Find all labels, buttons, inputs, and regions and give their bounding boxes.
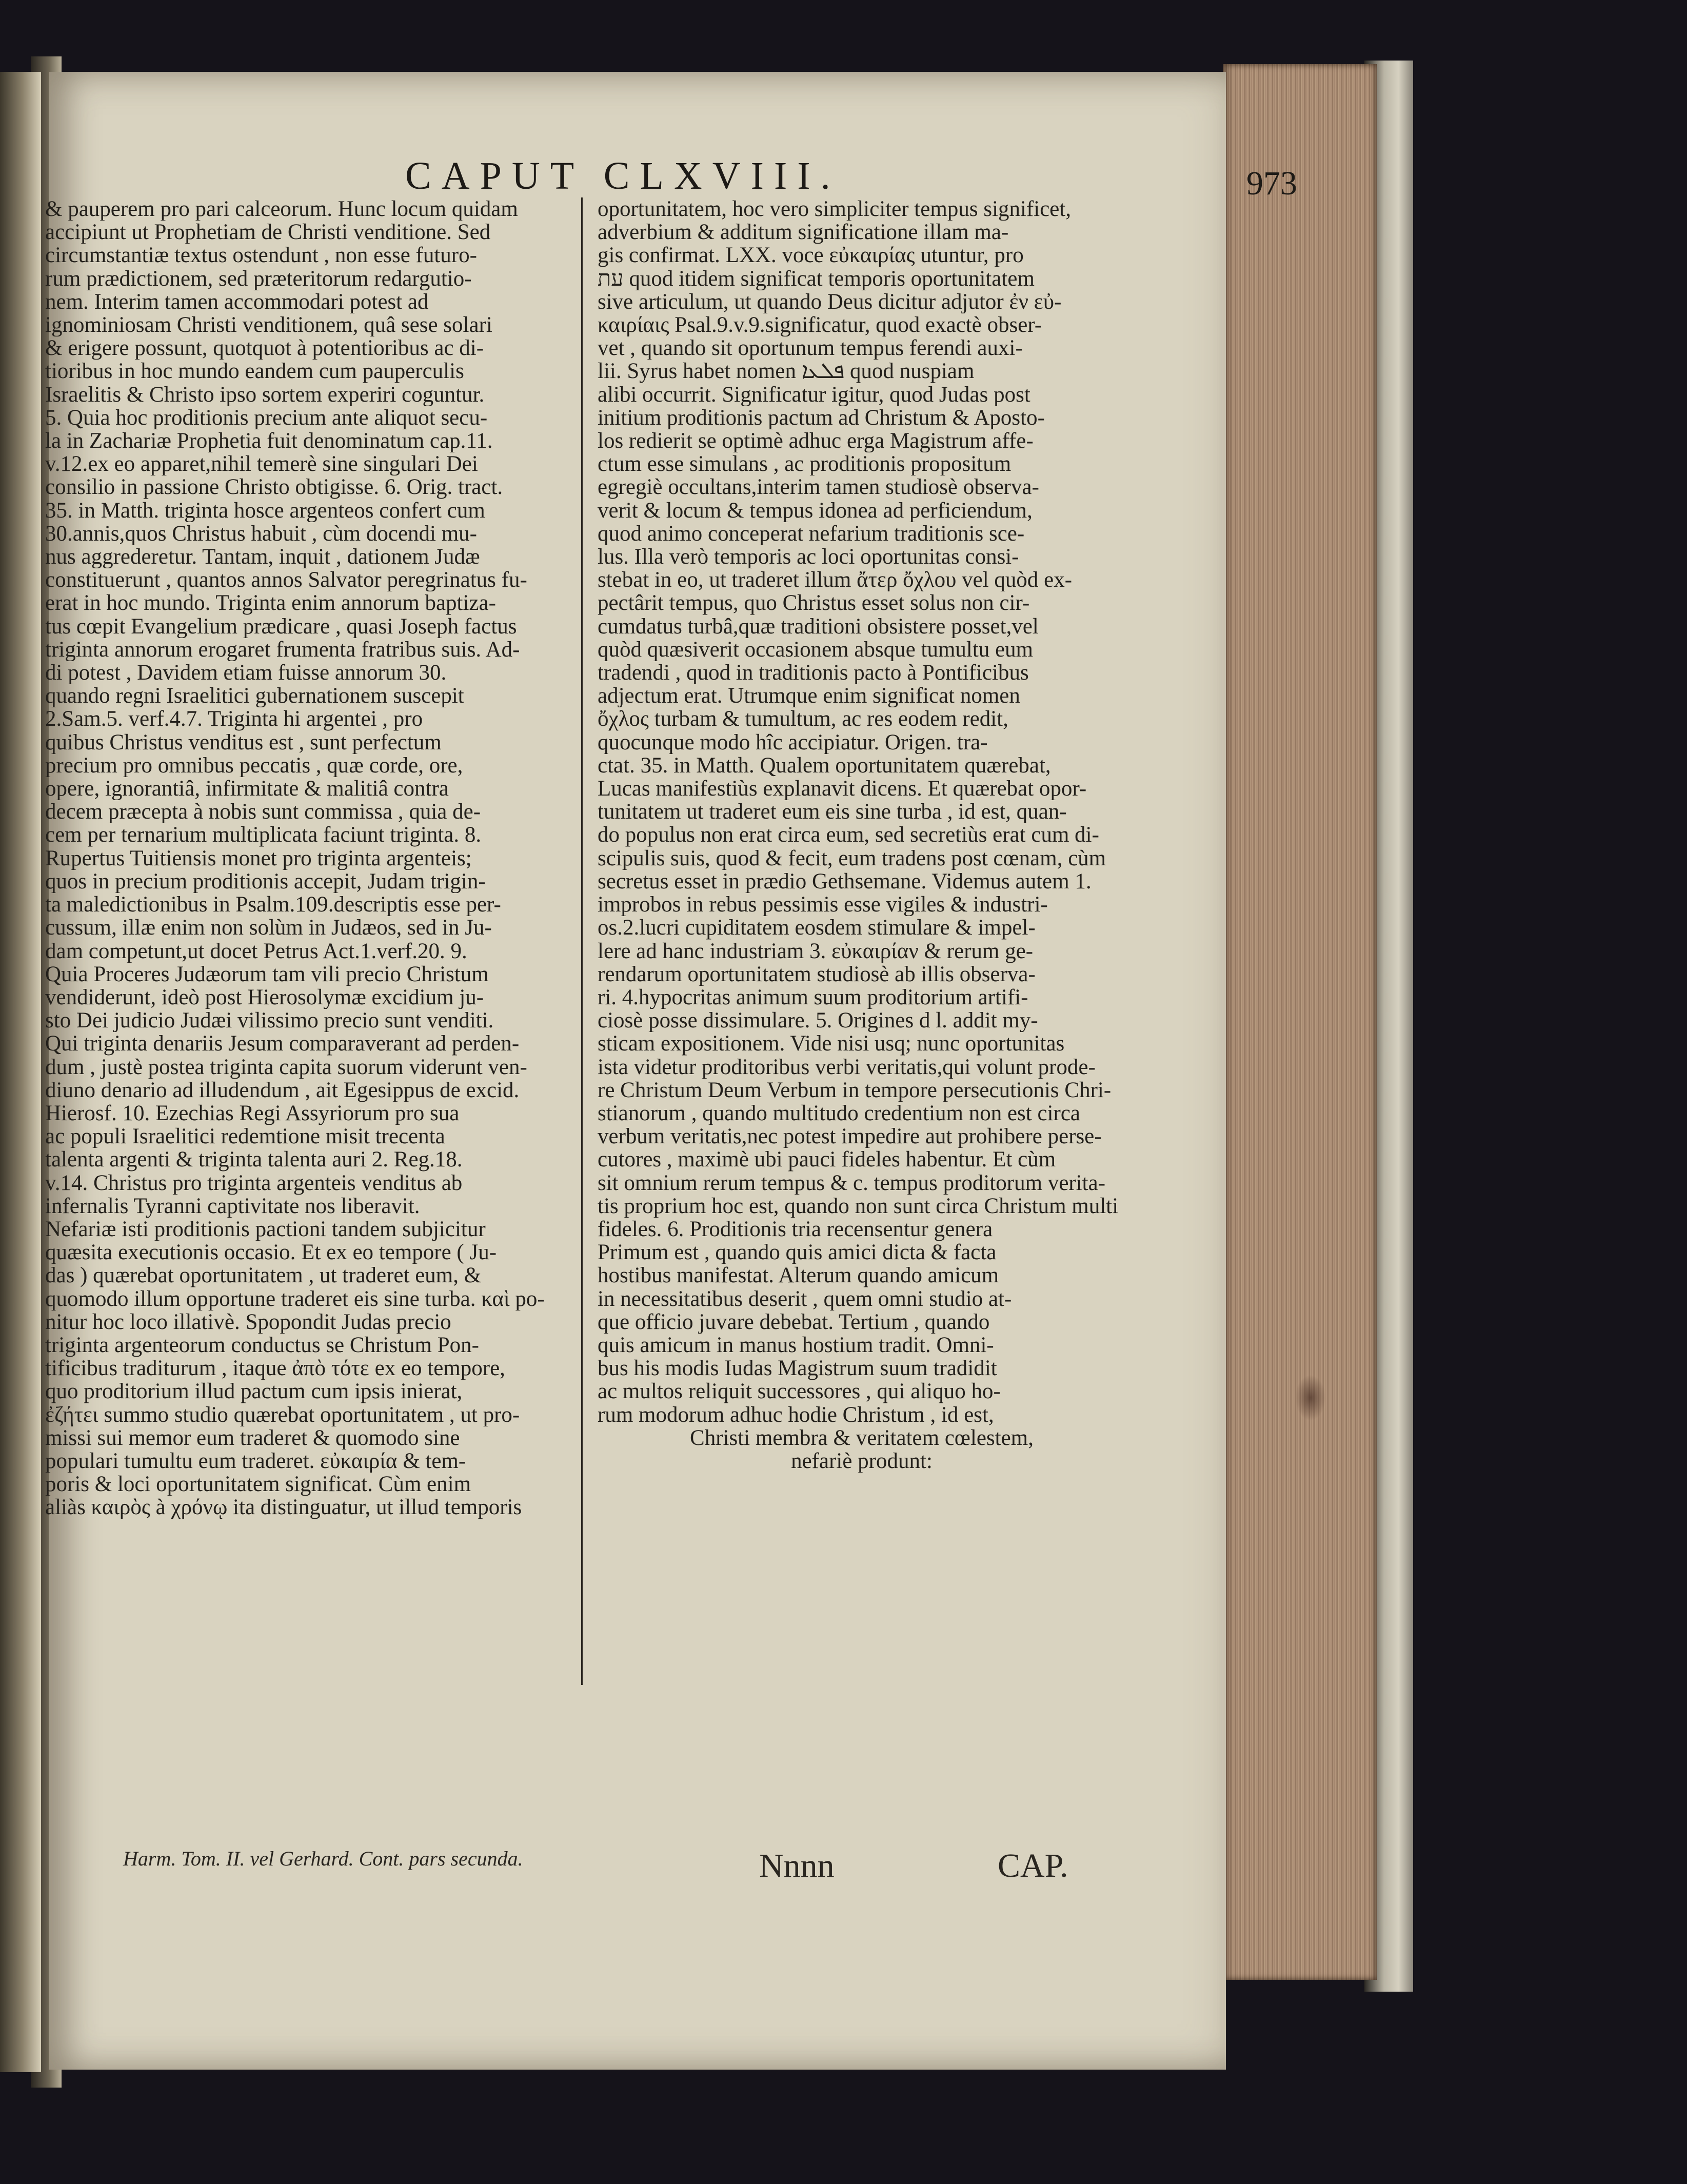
- running-head: CAPUT CLXVIII.: [405, 154, 841, 197]
- text-line: das ) quærebat oportunitatem , ut traderet eum, &: [45, 1264, 482, 1287]
- text-line: opere, ignorantiâ, infirmitate & malitiâ contra: [45, 777, 449, 801]
- text-line: nem. Interim tamen accommodari potest ad: [45, 290, 429, 314]
- text-line: vendiderunt, ideò post Hierosolymæ excidium ju-: [45, 985, 484, 1009]
- text-line: & erigere possunt, quotquot à potentioribus ac di-: [45, 336, 484, 360]
- text-line: aliàs καιρὸς à χρόνῳ ita distinguatur, ut illud temporis: [45, 1496, 522, 1519]
- text-line: initium proditionis pactum ad Christum & Aposto-: [598, 406, 1045, 430]
- text-line: que officio juvare debebat. Tertium , quando: [598, 1310, 990, 1334]
- text-line: accipiunt ut Prophetiam de Christi venditione. Sed: [45, 221, 491, 244]
- text-line: constituerunt , quantos annos Salvator peregrinatus fu-: [45, 568, 527, 592]
- text-line: rendarum oportunitatem studiosè ab illis observa-: [598, 962, 1036, 986]
- text-line: tioribus in hoc mundo eandem cum pauperculis: [45, 360, 464, 383]
- text-line: ignominiosam Christi venditionem, quâ sese solari: [45, 313, 492, 337]
- text-line: tradendi , quod in traditionis pacto à Pontificibus: [598, 661, 1029, 685]
- text-line: triginta annorum erogaret frumenta fratribus suis. Ad-: [45, 638, 520, 662]
- text-line: ὄχλος turbam & tumultum, ac res eodem redit,: [598, 707, 1008, 731]
- text-line: Primum est , quando quis amici dicta & facta: [598, 1241, 997, 1264]
- text-line: triginta argenteorum conductus se Christum Pon-: [45, 1333, 479, 1357]
- text-line: re Christum Deum Verbum in tempore persecutionis Chri-: [598, 1078, 1112, 1102]
- text-line: Nefariæ isti proditionis pactioni tandem subjicitur: [45, 1217, 486, 1241]
- text-line: Lucas manifestiùs explanavit dicens. Et quærebat opor-: [598, 777, 1087, 801]
- text-line: quo proditorium illud pactum cum ipsis inierat,: [45, 1380, 463, 1403]
- text-line: ri. 4.hypocritas animum suum proditorium artifi-: [598, 985, 1028, 1009]
- text-line: cem per ternarium multiplicata faciunt triginta. 8.: [45, 823, 482, 847]
- text-line: quocunque modo hîc accipiatur. Origen. tra-: [598, 730, 988, 754]
- text-line: erat in hoc mundo. Triginta enim annorum baptiza-: [45, 591, 496, 615]
- text-line: stianorum , quando multitudo credentium non est circa: [598, 1101, 1081, 1125]
- page-stain: [1295, 1375, 1326, 1421]
- text-line: v.14. Christus pro triginta argenteis venditus ab: [45, 1171, 463, 1195]
- text-line: secretus esset in prædio Gethsemane. Videmus autem 1.: [598, 869, 1091, 894]
- text-line: ctat. 35. in Matth. Qualem oportunitatem quærebat,: [598, 753, 1051, 778]
- text-line: & pauperem pro pari calceorum. Hunc locum quidam: [45, 197, 518, 221]
- text-line: lus. Illa verò temporis ac loci oportunitas consi-: [598, 545, 1019, 569]
- text-line: cutores , maximè ubi pauci fideles habentur. Et cùm: [598, 1148, 1056, 1172]
- text-line: 2.Sam.5. verf.4.7. Triginta hi argentei , pro: [45, 707, 423, 731]
- text-line: scipulis suis, quod & fecit, eum tradens post cœnam, cùm: [598, 846, 1106, 870]
- text-line: quomodo illum opportune traderet eis sine turba. καὶ po-: [45, 1287, 545, 1311]
- text-line: sto Dei judicio Judæi vilissimo precio sunt venditi.: [45, 1009, 494, 1033]
- page-block-edge: [1223, 64, 1377, 1980]
- text-line: Christi membra & veritatem cœlestem,: [690, 1426, 1034, 1450]
- text-line: improbos in rebus pessimis esse vigiles & industri-: [598, 893, 1048, 917]
- text-line: hostibus manifestat. Alterum quando amicum: [598, 1264, 999, 1287]
- text-line: egregiè occultans,interim tamen studiosè observa-: [598, 475, 1039, 499]
- text-line: verbum veritatis,nec potest impedire aut prohibere perse-: [598, 1125, 1102, 1148]
- text-line: gis confirmat. LXX. voce εὐκαιρίας utuntur, pro: [598, 244, 1024, 267]
- text-line: καιρίαις Psal.9.v.9.significatur, quod exactè obser-: [598, 313, 1042, 337]
- text-line: v.12.ex eo apparet,nihil temerè sine singulari Dei: [45, 452, 478, 476]
- text-line: nefariè produnt:: [791, 1449, 932, 1473]
- text-line: decem præcepta à nobis sunt commissa , quia de-: [45, 800, 481, 824]
- text-line: rum modorum adhuc hodie Christum , id est,: [598, 1403, 994, 1426]
- text-line: quòd quæsiverit occasionem absque tumultu eum: [598, 638, 1034, 662]
- text-line: quos in precium proditionis accepit, Judam trigin-: [45, 869, 486, 894]
- text-line: fideles. 6. Proditionis tria recensentur genera: [598, 1217, 993, 1241]
- text-line: tificibus traditurum , itaque ἀπὸ τότε ex eo tempore,: [45, 1357, 505, 1380]
- text-line: ac populi Israelitici redemtione misit trecenta: [45, 1125, 445, 1148]
- text-line: Rupertus Tuitiensis monet pro triginta argenteis;: [45, 846, 472, 870]
- text-line: 5. Quia hoc proditionis precium ante aliquot secu-: [45, 406, 488, 430]
- text-line: Quia Proceres Judæorum tam vili precio Christum: [45, 962, 489, 986]
- text-line: ac multos reliquit successores , qui aliquo ho-: [598, 1380, 1001, 1403]
- text-line: dum , justè postea triginta capita suorum viderunt ven-: [45, 1055, 527, 1079]
- text-line: nus aggrederetur. Tantam, inquit , dationem Judæ: [45, 545, 480, 569]
- text-line: ciosè posse dissimulare. 5. Origines d l. addit my-: [598, 1009, 1038, 1033]
- text-line: cussum, illæ enim non solùm in Judæos, sed in Ju-: [45, 916, 492, 940]
- page-number: 973: [1246, 165, 1297, 202]
- text-line: adjectum erat. Utrumque enim significat nomen: [598, 684, 1020, 708]
- text-line: quæsita executionis occasio. Et ex eo tempore ( Ju-: [45, 1241, 497, 1264]
- text-line: cumdatus turbâ,quæ traditioni obsistere posset,vel: [598, 614, 1039, 638]
- text-line: populari tumultu eum traderet. εὐκαιρία & tem-: [45, 1449, 466, 1473]
- text-line: rum prædictionem, sed præteritorum redargutio-: [45, 267, 472, 290]
- text-line: precium pro omnibus peccatis , quæ corde, ore,: [45, 753, 463, 778]
- left-text-column: [45, 197, 568, 1519]
- text-line: do populus non erat circa eum, sed secretiùs erat cum di-: [598, 823, 1099, 847]
- right-text-column: [598, 197, 1126, 1473]
- text-line: sive articulum, ut quando Deus dicitur adjutor ἐν εὐ-: [598, 290, 1062, 314]
- text-line: infernalis Tyranni captivitate nos liberavit.: [45, 1194, 420, 1218]
- text-line: dam competunt,ut docet Petrus Act.1.verf.20. 9.: [45, 939, 467, 963]
- text-line: la in Zachariæ Prophetia fuit denominatum cap.11.: [45, 429, 493, 453]
- text-line: in necessitatibus deserit , quem omni studio at-: [598, 1287, 1012, 1311]
- text-line: ista videtur proditoribus verbi veritatis,qui volunt prode-: [598, 1055, 1096, 1079]
- text-line: tus cœpit Evangelium prædicare , quasi Joseph factus: [45, 614, 517, 638]
- text-line: ctum esse simulans , ac proditionis propositum: [598, 452, 1011, 476]
- text-line: poris & loci oportunitatem significat. Cùm enim: [45, 1473, 471, 1496]
- text-line: oportunitatem, hoc vero simpliciter tempus significet,: [598, 197, 1071, 221]
- text-line: missi sui memor eum traderet & quomodo sine: [45, 1426, 460, 1450]
- facing-page-edge: [0, 72, 41, 2072]
- text-line: los redierit se optimè adhuc erga Magistrum affe-: [598, 429, 1034, 453]
- text-line: circumstantiæ textus ostendunt , non esse futuro-: [45, 244, 477, 267]
- text-line: consilio in passione Christo obtigisse. 6. Orig. tract.: [45, 475, 503, 499]
- text-line: sticam expositionem. Vide nisi usq; nunc oportunitas: [598, 1032, 1065, 1056]
- text-line: lii. Syrus habet nomen ܦܠܥܐ quod nuspiam: [598, 360, 975, 383]
- text-line: ta maledictionibus in Psalm.109.descriptis esse per-: [45, 893, 501, 917]
- text-line: adverbium & additum significatione illam ma-: [598, 221, 1009, 244]
- text-line: talenta argenti & triginta talenta auri 2. Reg.18.: [45, 1148, 463, 1172]
- footer-note: Harm. Tom. II. vel Gerhard. Cont. pars secunda.: [123, 1847, 523, 1870]
- text-line: alibi occurrit. Significatur igitur, quod Judas post: [598, 383, 1030, 406]
- text-line: tis proprium hoc est, quando non sunt circa Christum multi: [598, 1194, 1119, 1218]
- text-line: Qui triginta denariis Jesum comparaverant ad perden-: [45, 1032, 520, 1056]
- column-rule: [581, 197, 583, 1685]
- text-line: bus his modis Iudas Magistrum suum tradidit: [598, 1357, 997, 1380]
- text-line: 30.annis,quos Christus habuit , cùm docendi mu-: [45, 522, 478, 546]
- text-line: diuno denario ad illudendum , ait Egesippus de excid.: [45, 1078, 520, 1102]
- text-line: Israelitis & Christo ipso sortem experiri coguntur.: [45, 383, 485, 406]
- catchword: CAP.: [998, 1847, 1068, 1884]
- text-line: tunitatem ut traderet eum eis sine turba , id est, quan-: [598, 800, 1067, 824]
- text-line: nitur hoc loco illativè. Spopondit Judas precio: [45, 1310, 451, 1334]
- text-line: stebat in eo, ut traderet illum ἄτερ ὄχλου vel quòd ex-: [598, 568, 1073, 592]
- text-line: lere ad hanc industriam 3. εὐκαιρίαν & rerum ge-: [598, 939, 1034, 963]
- text-line: quibus Christus venditus est , sunt perfectum: [45, 730, 442, 754]
- text-line: quod animo conceperat nefarium traditionis sce-: [598, 522, 1025, 546]
- signature-mark: Nnnn: [759, 1847, 835, 1884]
- text-line: pectârit tempus, quo Christus esset solus non cir-: [598, 591, 1030, 615]
- text-line: 35. in Matth. triginta hosce argenteos confert cum: [45, 499, 485, 522]
- text-line: עת quod itidem significat temporis oportunitatem: [598, 267, 1035, 290]
- text-line: quis amicum in manus hostium tradit. Omni-: [598, 1333, 994, 1357]
- text-line: Hierosf. 10. Ezechias Regi Assyriorum pro sua: [45, 1101, 460, 1125]
- text-line: sit omnium rerum tempus & c. tempus proditorum verita-: [598, 1171, 1106, 1195]
- text-line: di potest , Davidem etiam fuisse annorum 30.: [45, 661, 447, 685]
- text-line: os.2.lucri cupiditatem eosdem stimulare & impel-: [598, 916, 1036, 940]
- text-line: ἐζήτει summo studio quærebat oportunitatem , ut pro-: [45, 1403, 520, 1426]
- text-line: vet , quando sit oportunum tempus ferendi auxi-: [598, 336, 1023, 360]
- text-line: quando regni Israelitici gubernationem suscepit: [45, 684, 464, 708]
- text-line: verit & locum & tempus idonea ad perficiendum,: [598, 499, 1033, 522]
